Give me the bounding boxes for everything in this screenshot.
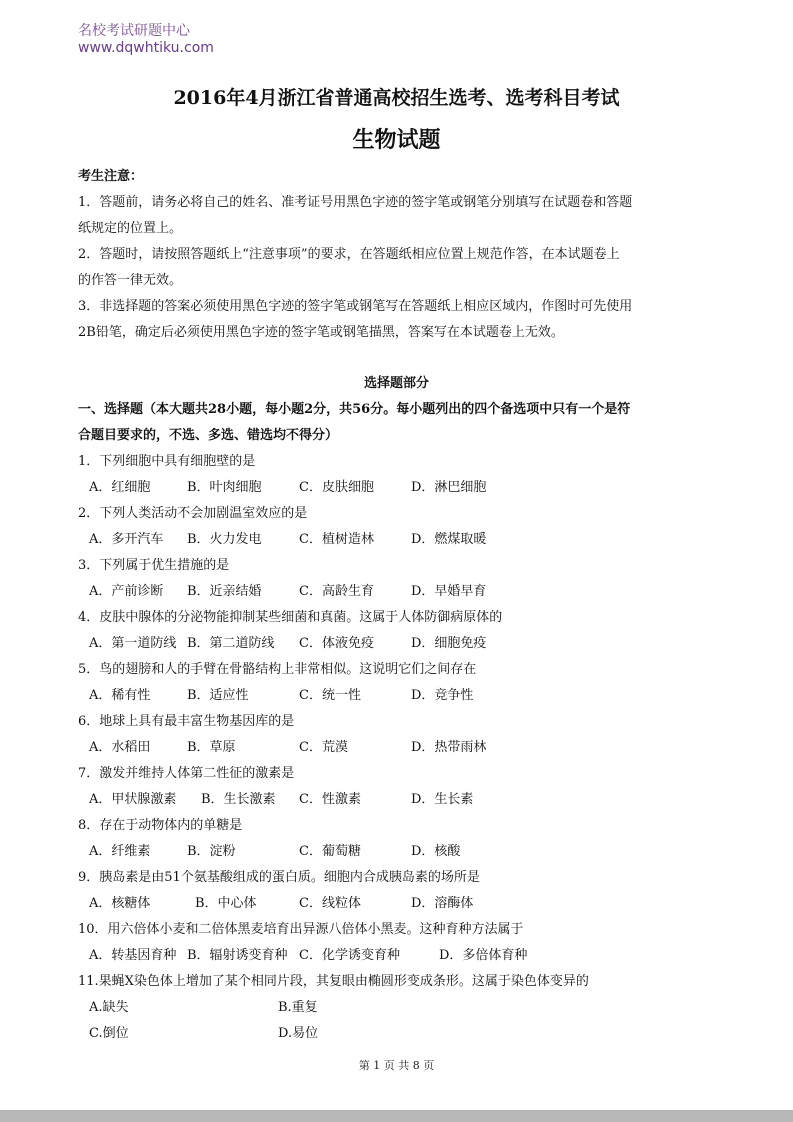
- option-d: D．生长素: [411, 792, 474, 807]
- option-a: A．核糖体: [89, 896, 151, 911]
- notice-line: 3．非选择题的答案必须使用黑色字迹的签字笔或钢笔写在答题纸上相应区域内，作图时可先使用: [78, 299, 633, 314]
- option-d: D．溶酶体: [411, 896, 474, 911]
- option-a: A．纤维素: [89, 844, 151, 859]
- bottom-bar: [0, 1110, 793, 1122]
- page-total: 8: [412, 1059, 420, 1072]
- option-b: B．第二道防线: [187, 636, 275, 651]
- footer-suffix: 页: [423, 1059, 435, 1072]
- option-d: D．淋巴细胞: [411, 480, 487, 495]
- option-b: B．辐射诱变育种: [187, 948, 288, 963]
- notice-line: 2．答题时，请按照答题纸上“注意事项”的要求，在答题纸相应位置上规范作答，在本试题卷上: [78, 247, 620, 262]
- option-c: C．性激素: [299, 792, 361, 807]
- option-d: D.易位: [278, 1026, 319, 1041]
- option-b: B．适应性: [187, 688, 249, 703]
- option-b: B．生长激素: [201, 792, 276, 807]
- option-d: D．核酸: [411, 844, 461, 859]
- option-c: C．统一性: [299, 688, 361, 703]
- question-stem: 10．用六倍体小麦和二倍体黑麦培育出异源八倍体小黑麦。这种育种方法属于: [78, 922, 524, 937]
- option-a: A．甲状腺激素: [89, 792, 177, 807]
- option-d: D．多倍体育种: [439, 948, 528, 963]
- question-stem: 9．胰岛素是由51个氨基酸组成的蛋白质。细胞内合成胰岛素的场所是: [78, 870, 480, 885]
- option-d: D．燃煤取暖: [411, 532, 487, 547]
- notice-line: 2B铅笔，确定后必须使用黑色字迹的签字笔或钢笔描黑，答案写在本试题卷上无效。: [78, 325, 564, 340]
- footer-prefix: 第: [358, 1059, 370, 1072]
- question-stem: 3．下列属于优生措施的是: [78, 558, 230, 573]
- question-stem: 8．存在于动物体内的单糖是: [78, 818, 243, 833]
- question-stem: 5．鸟的翅膀和人的手臂在骨骼结构上非常相似。这说明它们之间存在: [78, 662, 477, 677]
- option-c: C.倒位: [89, 1026, 129, 1041]
- watermark-url[interactable]: www.dqwhtiku.com: [78, 40, 214, 56]
- watermark-title: 名校考试研题中心: [78, 23, 190, 39]
- option-a: A．稀有性: [89, 688, 151, 703]
- question-stem: 2．下列人类活动不会加剧温室效应的是: [78, 506, 308, 521]
- exam-title: 2016年4月浙江省普通高校招生选考、选考科目考试: [173, 87, 620, 109]
- notice-heading: 考生注意：: [78, 169, 144, 184]
- section-title: 选择题部分: [363, 376, 429, 391]
- option-b: B．近亲结婚: [187, 584, 262, 599]
- option-c: C．化学诱变育种: [299, 948, 400, 963]
- option-a: A．红细胞: [89, 480, 151, 495]
- option-b: B．草原: [187, 740, 236, 755]
- question-stem: 6．地球上具有最丰富生物基因库的是: [78, 714, 295, 729]
- notice-line: 纸规定的位置上。: [78, 221, 183, 236]
- question-stem: 7．激发并维持人体第二性征的激素是: [78, 766, 295, 781]
- option-c: C．植树造林: [299, 532, 374, 547]
- option-a: A．产前诊断: [89, 584, 164, 599]
- option-d: D．细胞免疫: [411, 636, 487, 651]
- question-stem: 1．下列细胞中具有细胞壁的是: [78, 454, 256, 469]
- option-a: A．多开汽车: [89, 532, 164, 547]
- option-b: B.重复: [278, 1000, 318, 1015]
- option-c: C．线粒体: [299, 896, 361, 911]
- question-stem: 4．皮肤中腺体的分泌物能抑制某些细菌和真菌。这属于人体防御病原体的: [78, 610, 503, 625]
- part-intro: 合题目要求的，不选、多选、错选均不得分）: [78, 428, 339, 443]
- option-b: B．中心体: [195, 896, 257, 911]
- option-d: D．热带雨林: [411, 740, 487, 755]
- option-c: C．荒漠: [299, 740, 348, 755]
- option-c: C．高龄生育: [299, 584, 374, 599]
- option-c: C．葡萄糖: [299, 844, 361, 859]
- option-a: A．第一道防线: [89, 636, 177, 651]
- option-c: C．皮肤细胞: [299, 480, 374, 495]
- option-a: A．转基因育种: [89, 948, 177, 963]
- option-a: A．水稻田: [89, 740, 151, 755]
- exam-subtitle: 生物试题: [352, 127, 441, 153]
- notice-line: 1．答题前，请务必将自己的姓名、准考证号用黑色字迹的签字笔或钢笔分别填写在试题卷和答题: [78, 195, 633, 210]
- option-a: A.缺失: [89, 1000, 129, 1015]
- option-b: B．淀粉: [187, 844, 236, 859]
- footer-mid: 页 共: [383, 1059, 410, 1072]
- notice-line: 的作答一律无效。: [78, 273, 183, 288]
- option-d: D．早婚早育: [411, 584, 487, 599]
- option-d: D．竞争性: [411, 688, 474, 703]
- part-intro: 一、选择题（本大题共28小题，每小题2分，共56分。每小题列出的四个备选项中只有一个是符: [78, 402, 631, 417]
- option-b: B．叶肉细胞: [187, 480, 262, 495]
- option-c: C．体液免疫: [299, 636, 374, 651]
- option-b: B．火力发电: [187, 532, 262, 547]
- question-stem: 11.果蝇X染色体上增加了某个相同片段，其复眼由椭圆形变成条形。这属于染色体变异的: [78, 974, 589, 989]
- page-number: 1: [373, 1059, 381, 1072]
- page-footer: [0, 1057, 793, 1073]
